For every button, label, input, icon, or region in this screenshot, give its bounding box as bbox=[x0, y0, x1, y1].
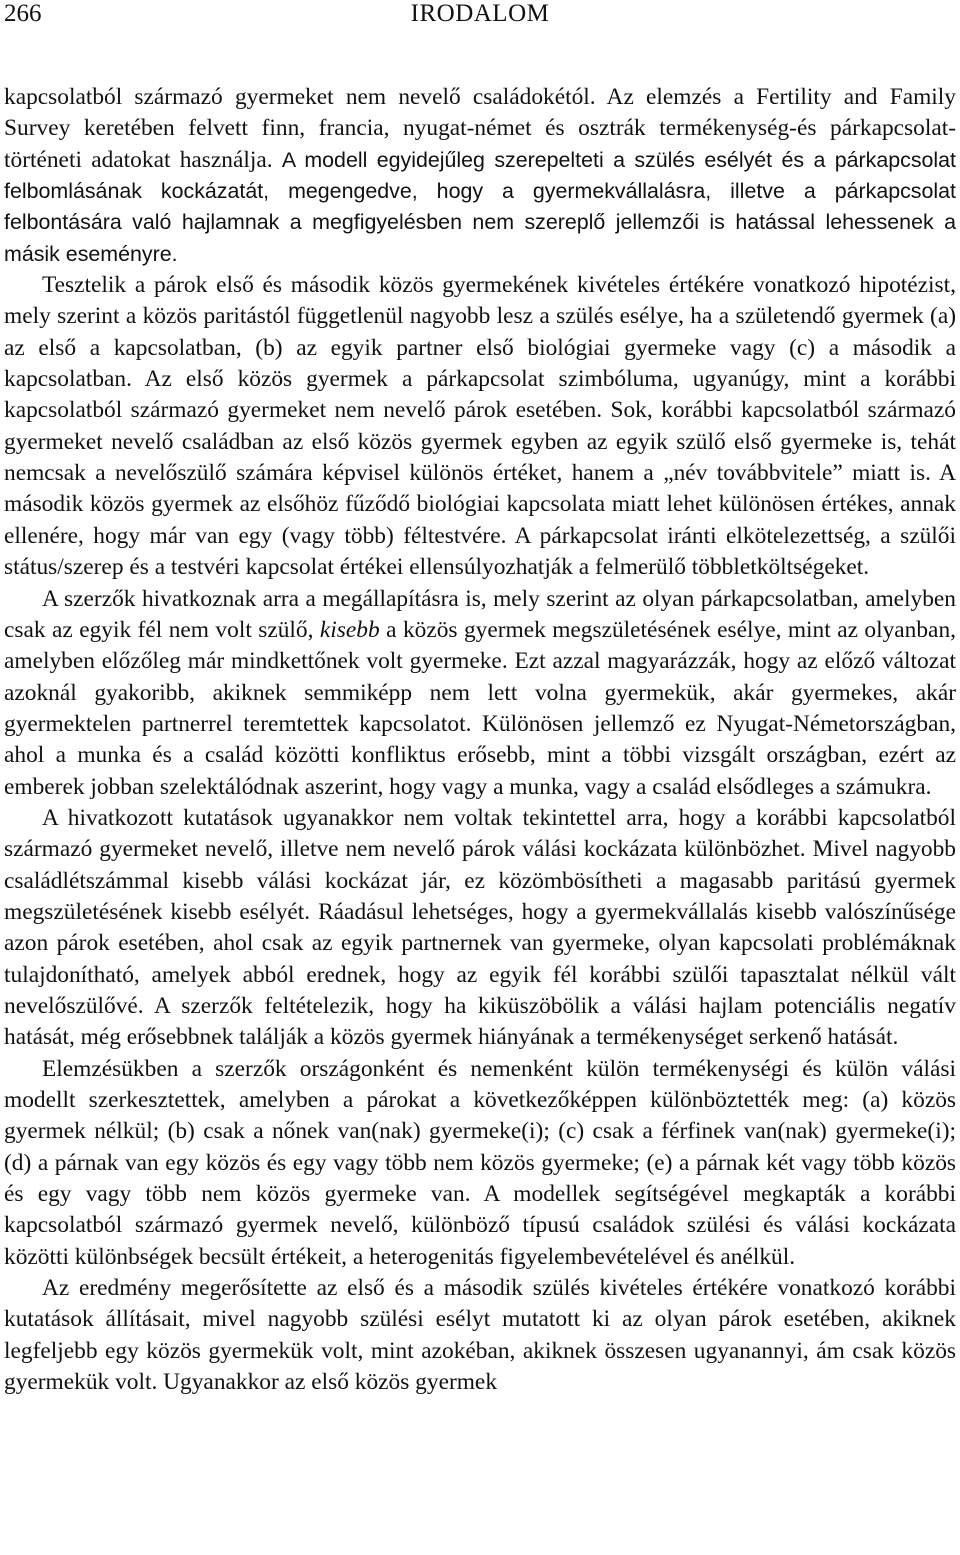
paragraph-5: Elemzésükben a szerzők országonként és nemenként külön termékenységi és külön válási modellt szerkesztettek, amelyben a párokat a következőképpen különböztették meg: (a) közös gyermek nélkül; (b) csak a nőnek van(nak) gyermeke(i); (c) csak a férfinek van(nak) gyermeke(i); (d) a párnak van egy közös és egy vagy több nem közös gyermeke; (e) a párnak két vagy több közös és egy vagy több nem közös gyermeke van. A modellek segítségével megkapták a korábbi kapcsolatból származó gyermek nevelő, különböző típusú családok szülési és válási kockázata közötti különbségek becsült értékeit, a heterogenitás figyelembevételével és anélkül. bbox=[4, 1055, 956, 1270]
paragraph-2: Tesztelik a párok első és második közös gyermekének kivételes értékére vonatkozó hipotézist, mely szerint a közös paritástól függetlenül nagyobb lesz a szülés esélye, ha a születendő gyermek (a) az első a kapcsolatban, (b) az egyik partner első biológiai gyermeke vagy (c) a második a kapcsolatban. Az első közös gyermek a párkapcsolat szimbóluma, ugyanúgy, mint a korábbi kapcsolatból származó gyermeket nem nevelő párok esetében. Sok, korábbi kapcsolatból származó gyermeket nevelő családban az első közös gyermek egyben az egyik szülő első gyermeke is, tehát nemcsak a nevelőszülő számára képvisel különös értéket, hanem a „név továbbvitele” miatt is. A második közös gyermek az elsőhöz fűződő biológiai kapcsolata miatt lehet különösen értékes, annak ellenére, hogy már van egy (vagy több) féltestvére. A párkapcsolat iránti elkötelezettség, a szülői státus/szerep és a testvéri kapcsolat értékei ellensúlyozhatják a felmerülő többletköltségeket. bbox=[4, 272, 956, 581]
paragraph-3-part-b: a közös gyermek megszületésének esélye, mint az olyanban, amelyben előzőleg már mindkettőnek volt gyermeke. Ezt azzal magyarázzák, hogy az előző változat azoknál gyakoribb, akiknek semmiképp nem lett volna gyermekük, akár gyermekes, akár gyermektelen partnerrel teremtettek kapcsolatot. Különösen jellemző ez Nyugat-Németországban, ahol a munka és a család közötti konfliktus erősebb, mint a többi vizsgált országban, ezért az emberek jobban szelektálódnak aszerint, hogy vagy a munka, vagy a család elsődleges a számukra. bbox=[4, 616, 956, 800]
paragraph-1 bbox=[4, 82, 956, 270]
paragraph-1-serif: kapcsolatból származó gyermeket nem nevelő családokétól. Az elemzés a Fertility and Family Survey keretében felvett finn, francia, nyugat-német és osztrák termékenység-és párkapcsolat-történeti adatokat használja. bbox=[4, 84, 956, 173]
page-header bbox=[4, 0, 956, 34]
paragraph-1-sans: A modell egyidejűleg szerepelteti a szülés esélyét és a párkapcsolat felbomlásának kockázatát, megengedve, hogy a gyermekvállalásra, illetve a párkapcsolat felbontására való hajlamnak a megfigyelésben nem szereplő jellemzői is hatással lehessenek a másik eseményre. bbox=[4, 147, 957, 266]
paragraph-3 bbox=[4, 584, 956, 803]
paragraph-6: Az eredmény megerősítette az első és a második szülés kivételes értékére vonatkozó korábbi kutatások állításait, mivel nagyobb szülési esélyt mutatott ki az olyan párok esetében, akiknek legfeljebb egy közös gyermekük volt, mint azokéban, akiknek összesen ugyanannyi, ám csak közös gyermekük volt. Ugyanakkor az első közös gyermek bbox=[4, 1275, 956, 1396]
paragraph-3-part-a: A szerzők hivatkoznak arra a megállapításra is, mely szerint az olyan párkapcsolatban, amelyben csak az egyik fél nem volt szülő, bbox=[4, 585, 956, 643]
article-body bbox=[4, 82, 956, 1398]
page-number: 266 bbox=[4, 0, 42, 27]
running-head: IRODALOM bbox=[410, 0, 550, 27]
paragraph-4: A hivatkozott kutatások ugyanakkor nem voltak tekintettel arra, hogy a korábbi kapcsolatból származó gyermeket nevelő, illetve nem nevelő párok válási kockázata különbözhet. Mivel nagyobb családlétszámmal kisebb válási kockázat jár, ez közömbösítheti a magasabb paritású gyermek megszületésének kisebb esélyét. Ráadásul lehetséges, hogy a gyermekvállalás kisebb valószínűsége azon párok esetében, ahol csak az egyik partnernek van gyermeke, olyan kapcsolati problémáknak tulajdonítható, amelyek abból erednek, hogy az egyik fél korábbi szülői tapasztalat nélkül vált nevelőszülővé. A szerzők feltételezik, hogy ha kiküszöbölik a válási hajlam potenciális negatív hatását, még erősebbnek találják a közös gyermek hiányának a termékenységet serkenő hatását. bbox=[4, 804, 956, 1051]
paragraph-3-emphasis: kisebb bbox=[319, 616, 380, 643]
